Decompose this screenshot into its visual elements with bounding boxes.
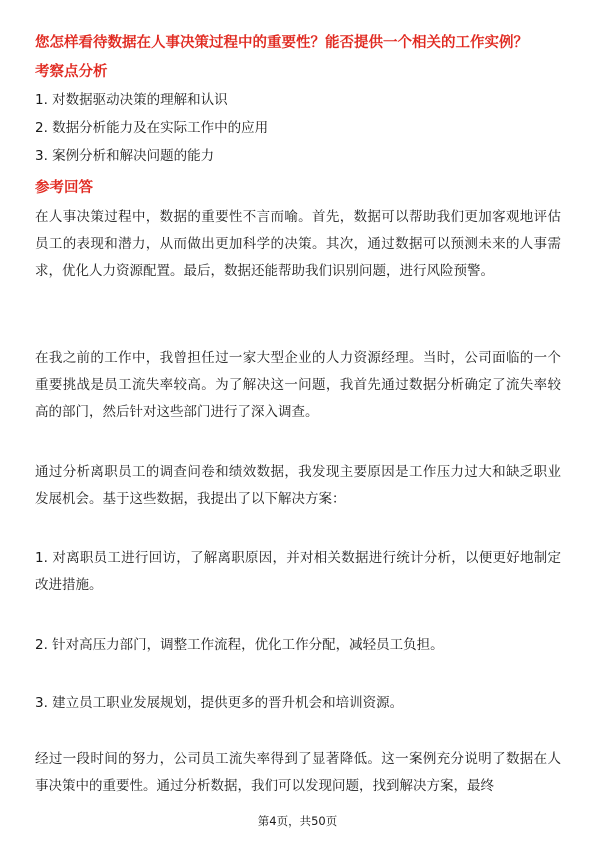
analysis-section-title: 考察点分析 [35,64,108,80]
analysis-point: 3. 案例分析和解决问题的能力 [35,148,215,164]
answer-paragraph: 在人事决策过程中，数据的重要性不言而喻。首先，数据可以帮助我们更加客观地评估员工的表现和潜力，从而做出更加科学的决策。其次，通过数据可以预测未来的人事需求，优化人力资源配置。最后，数据还能帮助我们识别问题，进行风险预警。 [35,209,561,279]
analysis-point: 2. 数据分析能力及在实际工作中的应用 [35,120,269,136]
answer-paragraph: 在我之前的工作中，我曾担任过一家大型企业的人力资源经理。当时，公司面临的一个重要挑战是员工流失率较高。为了解决这一问题，我首先通过数据分析确定了流失率较高的部门，然后针对这些部门进行了深入调查。 [35,350,561,420]
analysis-point: 1. 对数据驱动决策的理解和认识 [35,92,228,108]
page-indicator: 第4页，共50页 [257,814,338,828]
solution-item: 3. 建立员工职业发展规划，提供更多的晋升机会和培训资源。 [35,695,404,711]
answer-paragraph: 通过分析离职员工的调查问卷和绩效数据，我发现主要原因是工作压力过大和缺乏职业发展机会。基于这些数据，我提出了以下解决方案： [35,464,561,507]
answer-paragraph: 经过一段时间的努力，公司员工流失率得到了显著降低。这一案例充分说明了数据在人事决策中的重要性。通过分析数据，我们可以发现问题，找到解决方案，最终 [35,751,561,794]
question-heading: 您怎样看待数据在人事决策过程中的重要性？能否提供一个相关的工作实例？ [35,35,528,51]
answer-section-title: 参考回答 [35,180,93,196]
solution-item: 2. 针对高压力部门，调整工作流程，优化工作分配，减轻员工负担。 [35,637,444,653]
solution-item: 1. 对离职员工进行回访，了解离职原因，并对相关数据进行统计分析，以便更好地制定改进措施。 [35,550,561,593]
